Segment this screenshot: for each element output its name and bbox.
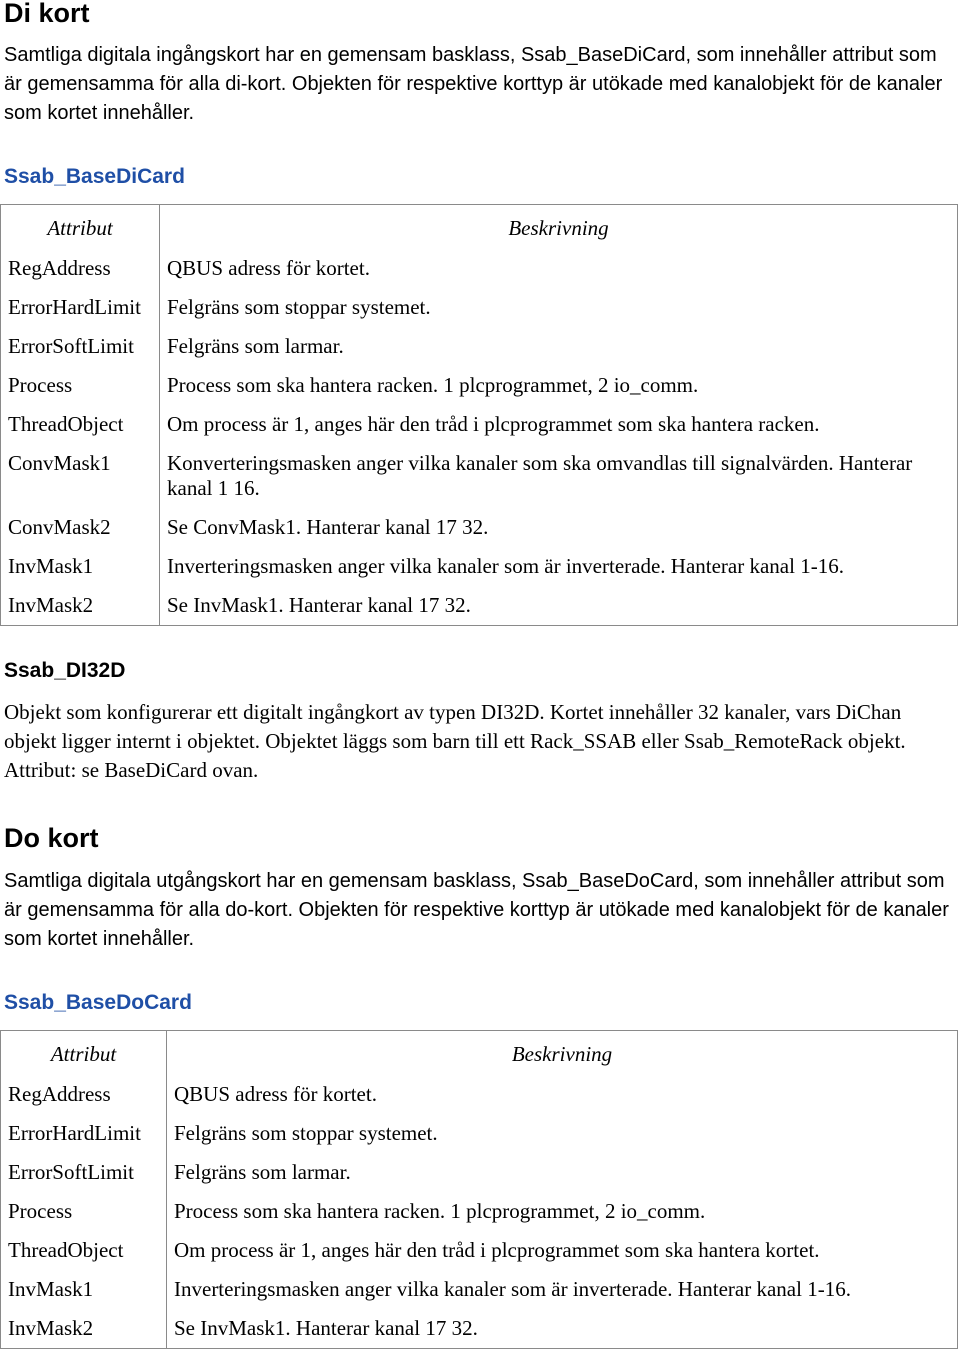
col-attr-header: Attribut bbox=[1, 1031, 167, 1076]
base-do-card-table bbox=[0, 1030, 958, 1349]
attr-cell: ErrorHardLimit bbox=[1, 1114, 167, 1153]
di-heading: Di kort bbox=[4, 0, 90, 28]
attr-cell: Process bbox=[1, 1192, 167, 1231]
attr-cell: ThreadObject bbox=[1, 1231, 167, 1270]
desc-cell: Inverteringsmasken anger vilka kanaler som är inverterade. Hanterar kanal 1-16. bbox=[167, 1270, 958, 1309]
table-row bbox=[1, 405, 958, 444]
desc-cell: Se InvMask1. Hanterar kanal 17 32. bbox=[160, 586, 958, 626]
table-header-row bbox=[1, 1031, 958, 1076]
col-desc-header: Beskrivning bbox=[167, 1031, 958, 1076]
attr-cell: ErrorSoftLimit bbox=[1, 327, 160, 366]
table-row bbox=[1, 288, 958, 327]
desc-cell: Process som ska hantera racken. 1 plcprogrammet, 2 io_comm. bbox=[167, 1192, 958, 1231]
desc-cell: Om process är 1, anges här den tråd i plcprogrammet som ska hantera kortet. bbox=[167, 1231, 958, 1270]
do-heading: Do kort bbox=[4, 823, 99, 853]
attr-cell: ErrorHardLimit bbox=[1, 288, 160, 327]
table-row bbox=[1, 586, 958, 626]
desc-cell: Se InvMask1. Hanterar kanal 17 32. bbox=[167, 1309, 958, 1349]
di-intro: Samtliga digitala ingångskort har en gemensam basklass, Ssab_BaseDiCard, som innehåller attribut som är gemensamma för alla di-kort. Objekten för respektive korttyp är utökade med kanalobjekt för de kanaler som kortet innehåller. bbox=[4, 44, 943, 124]
table-row bbox=[1, 1075, 958, 1114]
table-row bbox=[1, 1270, 958, 1309]
table-row bbox=[1, 508, 958, 547]
table-header-row bbox=[1, 205, 958, 250]
base-di-card-table bbox=[0, 204, 958, 626]
do-intro: Samtliga digitala utgångskort har en gemensam basklass, Ssab_BaseDoCard, som innehåller attribut som är gemensamma för alla do-kort. Objekten för respektive korttyp är utökade med kanalobjekt för de kanaler som kortet innehåller. bbox=[4, 870, 949, 950]
desc-cell: Inverteringsmasken anger vilka kanaler som är inverterade. Hanterar kanal 1-16. bbox=[160, 547, 958, 586]
attr-cell: InvMask1 bbox=[1, 1270, 167, 1309]
table-row bbox=[1, 366, 958, 405]
desc-cell: Felgräns som larmar. bbox=[160, 327, 958, 366]
desc-cell: Om process är 1, anges här den tråd i plcprogrammet som ska hantera racken. bbox=[160, 405, 958, 444]
table-row bbox=[1, 249, 958, 288]
attr-cell: InvMask2 bbox=[1, 586, 160, 626]
di32d-description: Objekt som konfigurerar ett digitalt ingångkort av typen DI32D. Kortet innehåller 32 kanaler, vars DiChan objekt ligger internt i objektet. Objektet läggs som barn till ett Rack_SSAB eller Ssab_RemoteRack objekt. Attribut: se BaseDiCard ovan. bbox=[4, 700, 906, 782]
desc-cell: Felgräns som stoppar systemet. bbox=[167, 1114, 958, 1153]
desc-cell: Felgräns som larmar. bbox=[167, 1153, 958, 1192]
desc-cell: Felgräns som stoppar systemet. bbox=[160, 288, 958, 327]
attr-cell: ConvMask2 bbox=[1, 508, 160, 547]
col-desc-header: Beskrivning bbox=[160, 205, 958, 250]
di32d-title: Ssab_DI32D bbox=[4, 659, 126, 682]
table-row bbox=[1, 444, 958, 508]
attr-cell: Process bbox=[1, 366, 160, 405]
desc-cell: Se ConvMask1. Hanterar kanal 17 32. bbox=[160, 508, 958, 547]
attr-cell: ConvMask1 bbox=[1, 444, 160, 508]
table-row bbox=[1, 1231, 958, 1270]
attr-cell: InvMask2 bbox=[1, 1309, 167, 1349]
base-do-card-title: Ssab_BaseDoCard bbox=[4, 991, 192, 1014]
attr-cell: ThreadObject bbox=[1, 405, 160, 444]
table-row bbox=[1, 1192, 958, 1231]
table-row bbox=[1, 1309, 958, 1349]
table-row bbox=[1, 547, 958, 586]
desc-cell: Process som ska hantera racken. 1 plcprogrammet, 2 io_comm. bbox=[160, 366, 958, 405]
attr-cell: ErrorSoftLimit bbox=[1, 1153, 167, 1192]
attr-cell: RegAddress bbox=[1, 1075, 167, 1114]
col-attr-header: Attribut bbox=[1, 205, 160, 250]
table-row bbox=[1, 1153, 958, 1192]
desc-cell: QBUS adress för kortet. bbox=[167, 1075, 958, 1114]
desc-cell: QBUS adress för kortet. bbox=[160, 249, 958, 288]
attr-cell: InvMask1 bbox=[1, 547, 160, 586]
table-row bbox=[1, 1114, 958, 1153]
base-di-card-title: Ssab_BaseDiCard bbox=[4, 165, 185, 188]
table-row bbox=[1, 327, 958, 366]
desc-cell: Konverteringsmasken anger vilka kanaler som ska omvandlas till signalvärden. Hanterar kanal 1 16. bbox=[160, 444, 958, 508]
attr-cell: RegAddress bbox=[1, 249, 160, 288]
